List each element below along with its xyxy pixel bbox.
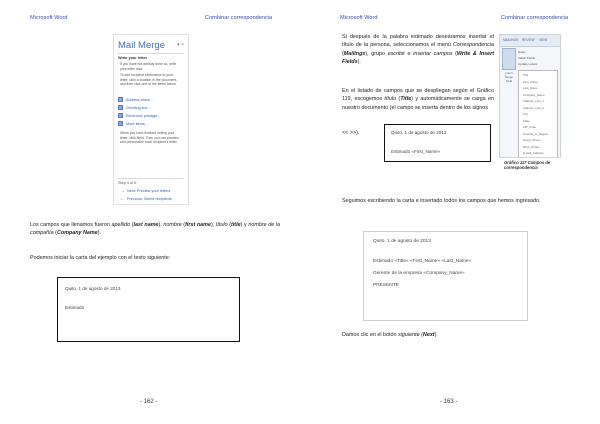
ribbon-tabs-bar <box>500 35 561 47</box>
paragraph-field-list: En el listado de campos que se despliegan según el Gráfico 119, escogemos título (Title) y automáticamente se carga en nuestro documento (el campo se inserta dentro de los signos <box>342 88 494 111</box>
divider <box>118 53 184 54</box>
header-right: Combinar correspondencia <box>501 15 569 21</box>
letter-sample <box>57 277 240 342</box>
letter-greeting: Estimado «First_Name» <box>391 149 441 154</box>
insert-merge-field-button[interactable] <box>502 48 516 70</box>
nav-label: Next: Preview your letters <box>127 189 171 193</box>
figure-caption: Gráfico 117 Campos de correspondencia <box>504 160 551 171</box>
merge-field-dropdown <box>518 70 558 158</box>
header-right: Combinar correspondencia <box>205 15 273 21</box>
tab-view[interactable]: VIEW <box>539 38 548 42</box>
link-label: Address block... <box>126 97 154 102</box>
letter-greeting: Estimado <box>65 305 85 310</box>
electronic-postage-link[interactable] <box>126 113 160 118</box>
nav-label: Previous: Select recipients <box>127 197 172 201</box>
field-item[interactable]: Address_Line_1 <box>523 99 544 103</box>
letter-complete <box>363 231 528 321</box>
field-item[interactable]: State <box>523 118 530 123</box>
paragraph-insert-field: Si después de la palabra estimado deseáramos insertar el título de la persona, seleccionamos el menú Correspondencia (Mailings), grupo escribir e insertar campos (Write & Insert Fields). <box>342 34 495 66</box>
postage-icon <box>118 113 123 118</box>
field-item[interactable]: Address_Line_2 <box>523 105 544 110</box>
brackets-text: << >>). <box>342 130 360 136</box>
page-number: - 162 - <box>140 399 158 405</box>
letter-line-2: Gerente de la empresa «Company_Name» <box>373 271 465 276</box>
page-number: - 163 - <box>440 399 458 405</box>
letter-line-4: ········· <box>373 305 382 309</box>
paragraph-next: Damos clic en el botón siguiente (Next). <box>342 332 438 338</box>
field-item[interactable]: Title <box>523 73 529 77</box>
match-fields-option[interactable]: Match Fields <box>518 56 536 60</box>
pane-controls[interactable]: ▾ × <box>177 42 184 48</box>
letter-line-1: Estimado «Title» «First_Name» «Last_Name» <box>373 259 472 264</box>
step-indicator: Step 4 of 6 <box>118 181 137 185</box>
update-labels-option[interactable]: Update Labels <box>518 62 538 66</box>
previous-recipients-link[interactable] <box>120 196 172 202</box>
arrow-left-icon: ← <box>120 196 125 202</box>
ribbon-figure <box>499 34 561 158</box>
letter-line-3: PRESENTE <box>373 283 399 288</box>
paragraph-continue: Seguimos escribiendo la carta e insertado todos los campos que hemos ingresado. <box>342 198 541 204</box>
link-label: Greeting line... <box>126 105 151 110</box>
section-heading: Write your letter <box>118 56 148 60</box>
greeting-line-link[interactable] <box>126 105 151 110</box>
mail-merge-title: Mail Merge <box>118 40 165 51</box>
tab-review[interactable]: REVIEW <box>522 38 535 42</box>
divider <box>118 178 184 179</box>
more-items-icon <box>118 121 123 126</box>
field-item[interactable]: Last_Name <box>523 86 538 90</box>
more-items-link[interactable] <box>126 121 148 126</box>
letter-date: Quito, 1 de agosto de 2013 <box>391 130 447 135</box>
header-left: Microsoft Word <box>30 15 68 21</box>
rules-option[interactable]: Rules <box>518 50 526 54</box>
address-block-link[interactable] <box>126 97 153 102</box>
header-left: Microsoft Word <box>340 15 378 21</box>
paragraph-intro: Podemos iniciar la carta del ejemplo con el texto siguiente: <box>30 255 171 261</box>
arrow-right-icon: → <box>120 188 125 194</box>
link-label: Electronic postage... <box>126 113 161 118</box>
paragraph-fields: Los campos que llenamos fueron apellido (last name), nombre (first name), título (title) y nombre de la compañía (Company Name). <box>30 222 281 237</box>
letter-date: Quito, 1 de agosto de 2013 <box>373 239 431 244</box>
mail-merge-pane <box>113 34 189 205</box>
instructions-2: To add recipient information to your letter, click a location in the document, and then click one of the items below. <box>120 73 178 87</box>
field-item[interactable]: E-mail_Address <box>523 151 544 155</box>
address-block-icon <box>118 97 123 102</box>
field-item[interactable]: First_Name <box>523 79 538 84</box>
letter-small <box>384 124 491 162</box>
insert-merge-field-label: Insert Merge Field <box>505 71 513 83</box>
field-item[interactable]: Work_Phone <box>523 144 540 149</box>
letter-date: Quito, 1 de agosto de 2013 <box>65 286 121 291</box>
next-preview-link[interactable] <box>120 188 170 194</box>
field-item[interactable]: City <box>523 112 528 116</box>
instructions-1: If you have not already done so, write your letter now. <box>120 62 177 71</box>
field-item[interactable]: ZIP_Code <box>523 125 537 129</box>
instructions-3: When you have finished writing your letter, click Next. Then you can preview and personalize each recipient's letter. <box>120 131 179 145</box>
tab-mailings[interactable]: MAILINGS <box>503 38 519 42</box>
field-item[interactable]: Country_or_Region <box>523 131 549 136</box>
field-item[interactable]: Home_Phone <box>523 138 541 142</box>
link-label: More items... <box>126 121 148 126</box>
greeting-line-icon <box>118 105 123 110</box>
field-item[interactable]: Company_Name <box>523 92 545 97</box>
